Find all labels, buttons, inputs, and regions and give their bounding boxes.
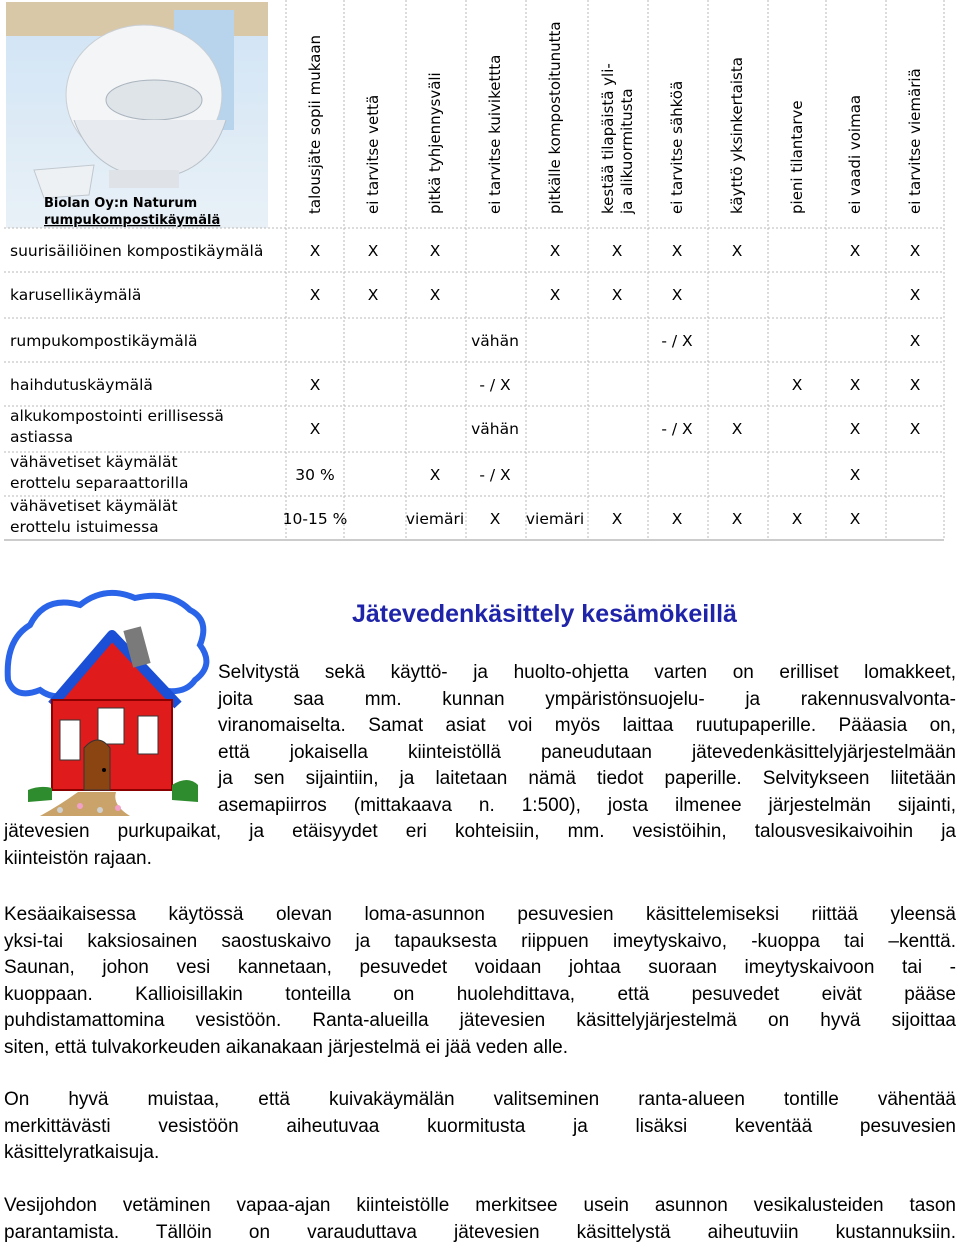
table-cell: X <box>849 510 861 528</box>
row-label: alkukompostointi erillisessä <box>10 407 224 425</box>
table-cell: X <box>611 286 623 304</box>
table-cell: - / X <box>479 376 511 394</box>
table-cell: X <box>309 376 321 394</box>
paragraph-line: viranomaiselta. Samat asiat voi myös laittaa ruutupaperille. Pääasia on, <box>218 715 956 736</box>
row-label: rumpukompostikäymälä <box>10 332 198 350</box>
table-cell: X <box>731 420 743 438</box>
column-header: ei tarvitse sähköä <box>668 80 686 214</box>
paragraph-line: kiinteistön rajaan. <box>4 847 152 869</box>
table-cell: X <box>909 376 921 394</box>
table-cell: X <box>909 420 921 438</box>
table-cell: X <box>367 286 379 304</box>
table-cell: X <box>429 242 441 260</box>
table-cell: X <box>849 420 861 438</box>
paragraph-line: kuoppaan. Kallioisillakin tonteilla on huolehdittava, että pesuvedet eivät pääse <box>4 983 956 1005</box>
table-cell: X <box>849 466 861 484</box>
table-cell: X <box>909 332 921 350</box>
paragraph-line: Saunan, johon vesi kannetaan, pesuvedet voidaan johtaa suoraan imeytyskaivoon tai - <box>4 957 956 978</box>
paragraph-line: käsittelyratkaisuja. <box>4 1142 160 1163</box>
row-label: karuselliкäymälä <box>10 286 142 304</box>
page-title: Jätevedenkäsittely kesämökeillä <box>352 600 737 628</box>
column-header: talousjäte sopii mukaan <box>306 34 324 214</box>
paragraph-line: Vesijohdon vetäminen vapaa-ajan kiinteistölle merkitsee usein asunnon vesikalusteiden tason <box>4 1195 956 1216</box>
table-cell: X <box>489 510 501 528</box>
table-cell: X <box>549 242 561 260</box>
row-label: haihdutuskäymälä <box>10 376 153 394</box>
column-header: ja alikuormitusta <box>618 88 636 214</box>
paragraph-line: On hyvä muistaa, että kuivakäymälän valitseminen ranta-alueen tontille vähentää <box>4 1089 956 1110</box>
house-illustration <box>0 580 212 820</box>
paragraph-intro <box>218 660 956 819</box>
paragraph-line: parantamista. Tällöin on varauduttava jätevesien käsittelystä aiheutuviin kustannuksiin. <box>4 1221 956 1243</box>
brand-line-2: rumpukompostikäymälä <box>44 213 221 228</box>
table-cell: X <box>731 510 743 528</box>
paragraph-line: puhdistamattomina vesistöön. Ranta-alueilla jätevesien käsittelyjärjestelmä on hyvä sijoittaa <box>4 1010 956 1031</box>
column-header: ei tarvitse kuivikettta <box>486 54 504 214</box>
column-header: kestää tilapäistä yli- <box>599 63 617 214</box>
table-cell: X <box>429 286 441 304</box>
table-cell: vähän <box>471 420 519 438</box>
row-label: vähävetiset käymälät <box>10 497 178 515</box>
table-cell: X <box>309 242 321 260</box>
paragraph-line: Selvitystä sekä käyttö- ja huolto-ohjetta varten on erilliset lomakkeet, <box>218 662 956 683</box>
table-cell: - / X <box>479 466 511 484</box>
table-cell: X <box>671 242 683 260</box>
table-cell: X <box>309 420 321 438</box>
toilet-photo <box>6 2 268 228</box>
table-cell: X <box>309 286 321 304</box>
table-cell: X <box>849 376 861 394</box>
row-label: erottelu separaattorilla <box>10 474 189 492</box>
table-cell: X <box>849 242 861 260</box>
table-cell: X <box>909 242 921 260</box>
table-cell: viemäri <box>525 510 585 528</box>
table-cell: X <box>671 286 683 304</box>
table-cell: X <box>731 242 743 260</box>
column-header: pieni tilantarve <box>788 100 806 214</box>
column-header: ei vaadi voimaa <box>846 94 864 214</box>
table-cell: viemäri <box>405 510 465 528</box>
table-cell: X <box>549 286 561 304</box>
paragraph-line: siten, että tulvakorkeuden aikanakaan järjestelmä ei jää veden alle. <box>4 1036 569 1058</box>
table-cell: X <box>791 376 803 394</box>
column-header: pitkä tyhjennysväli <box>426 72 444 214</box>
row-label: suurisäiliöinen kompostikäymälä <box>10 242 264 260</box>
table-cell: X <box>671 510 683 528</box>
row-label: erottelu istuimessa <box>10 518 159 536</box>
column-header: käyttö yksinkertaista <box>728 57 746 214</box>
paragraph-line: Kesäaikaisessa käytössä olevan loma-asunnon pesuvesien käsittelemiseksi riittää yleensä <box>4 904 956 925</box>
paragraph-line: asemapiirros (mittakaava n. 1:500), josta ilmenee järjestelmän sijainti, <box>218 794 956 816</box>
table-cell: X <box>611 510 623 528</box>
table-cell: 10-15 % <box>282 510 348 528</box>
column-header: ei tarvitse viemäriä <box>906 68 924 214</box>
table-cell: X <box>429 466 441 484</box>
row-label: vähävetiset käymälät <box>10 453 178 471</box>
table-cell: X <box>791 510 803 528</box>
table-cell: - / X <box>661 420 693 438</box>
table-cell: X <box>909 286 921 304</box>
comparison-table-grid <box>4 0 946 542</box>
table-cell: 30 % <box>295 466 335 484</box>
table-cell: X <box>611 242 623 260</box>
row-label: astiassa <box>10 428 74 446</box>
table-cell: X <box>367 242 379 260</box>
paragraph-line: ja sen sijaintiin, ja laitetaan nämä tiedot paperille. Selvitykseen liitetään <box>218 768 956 789</box>
column-header: ei tarvitse vettä <box>364 94 382 214</box>
table-cell: - / X <box>661 332 693 350</box>
paragraph-water-supply <box>4 1193 956 1246</box>
paragraph-intro-continued <box>4 819 956 872</box>
paragraph-wash-water <box>4 902 956 1061</box>
paragraph-line: merkittävästi vesistöön aiheutuvaa kuormitusta ja lisäksi keventää pesuvesien <box>4 1115 956 1137</box>
comparison-table <box>4 0 946 542</box>
paragraph-line: jätevesien purkupaikat, ja etäisyydet eri kohteisiin, mm. vesistöihin, talousvesikaivoihin ja <box>4 821 956 842</box>
brand-line-1: Biolan Oy:n Naturum <box>44 196 198 211</box>
paragraph-line: joita saa mm. kunnan ympäristönsuojelu- ja rakennusvalvonta- <box>218 688 956 710</box>
paragraph-line: että jokaisella kiinteistöllä paneudutaan jätevedenkäsittelyjärjestelmään <box>218 741 956 763</box>
table-cell: vähän <box>471 332 519 350</box>
paragraph-line: yksi-tai kaksiosainen saostuskaivo ja tapauksesta riippuen imeytyskaivo, -kuoppa tai –kenttä. <box>4 930 956 952</box>
column-header: pitkälle kompostoitunutta <box>546 21 564 214</box>
paragraph-dry-toilet <box>4 1087 956 1167</box>
